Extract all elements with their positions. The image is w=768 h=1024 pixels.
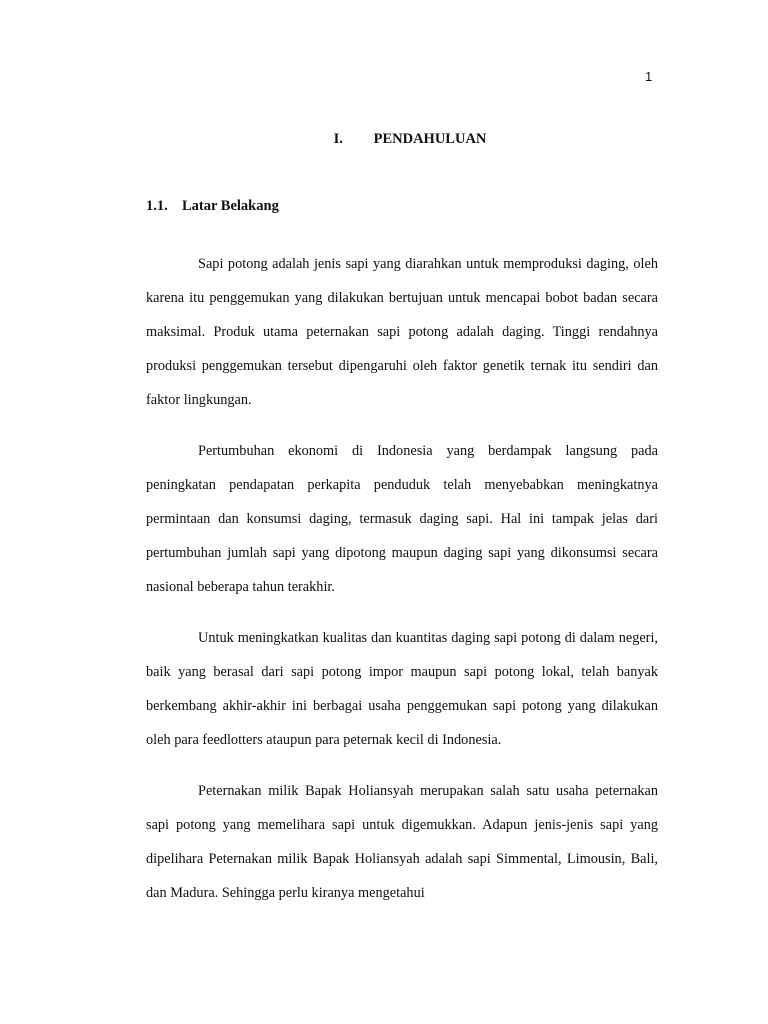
- chapter-title: PENDAHULUAN: [373, 131, 487, 147]
- section-heading: [146, 198, 279, 215]
- paragraph: Untuk meningkatkan kualitas dan kuantitas daging sapi potong di dalam negeri, baik yang berasal dari sapi potong impor maupun sapi potong lokal, telah banyak berkembang akhir-akhir ini berbagai usaha penggemukan sapi potong yang dilakukan oleh para feedlotters ataupun para peternak kecil di Indonesia.: [146, 630, 658, 748]
- section-title: Latar Belakang: [182, 198, 279, 214]
- paragraph: Sapi potong adalah jenis sapi yang diarahkan untuk memproduksi daging, oleh karena itu penggemukan yang dilakukan bertujuan untuk mencapai bobot badan secara maksimal. Produk utama peternakan sapi potong adalah daging. Tinggi rendahnya produksi penggemukan tersebut dipengaruhi oleh faktor genetik ternak itu sendiri dan faktor lingkungan.: [146, 256, 658, 408]
- page-number: 1: [645, 69, 653, 84]
- chapter-number: I.: [333, 131, 343, 147]
- paragraph: Peternakan milik Bapak Holiansyah merupakan salah satu usaha peternakan sapi potong yang memelihara sapi untuk digemukkan. Adapun jenis-jenis sapi yang dipelihara Peternakan milik Bapak Holiansyah adalah sapi Simmental, Limousin, Bali, dan Madura. Sehingga perlu kiranya mengetahui: [146, 783, 658, 901]
- body-text: [146, 247, 658, 927]
- section-number: 1.1.: [146, 198, 168, 214]
- chapter-heading: [0, 131, 768, 148]
- paragraph: Pertumbuhan ekonomi di Indonesia yang berdampak langsung pada peningkatan pendapatan perkapita penduduk telah menyebabkan meningkatnya permintaan dan konsumsi daging, termasuk daging sapi. Hal ini tampak jelas dari pertumbuhan jumlah sapi yang dipotong maupun daging sapi yang dikonsumsi secara nasional beberapa tahun terakhir.: [146, 443, 658, 595]
